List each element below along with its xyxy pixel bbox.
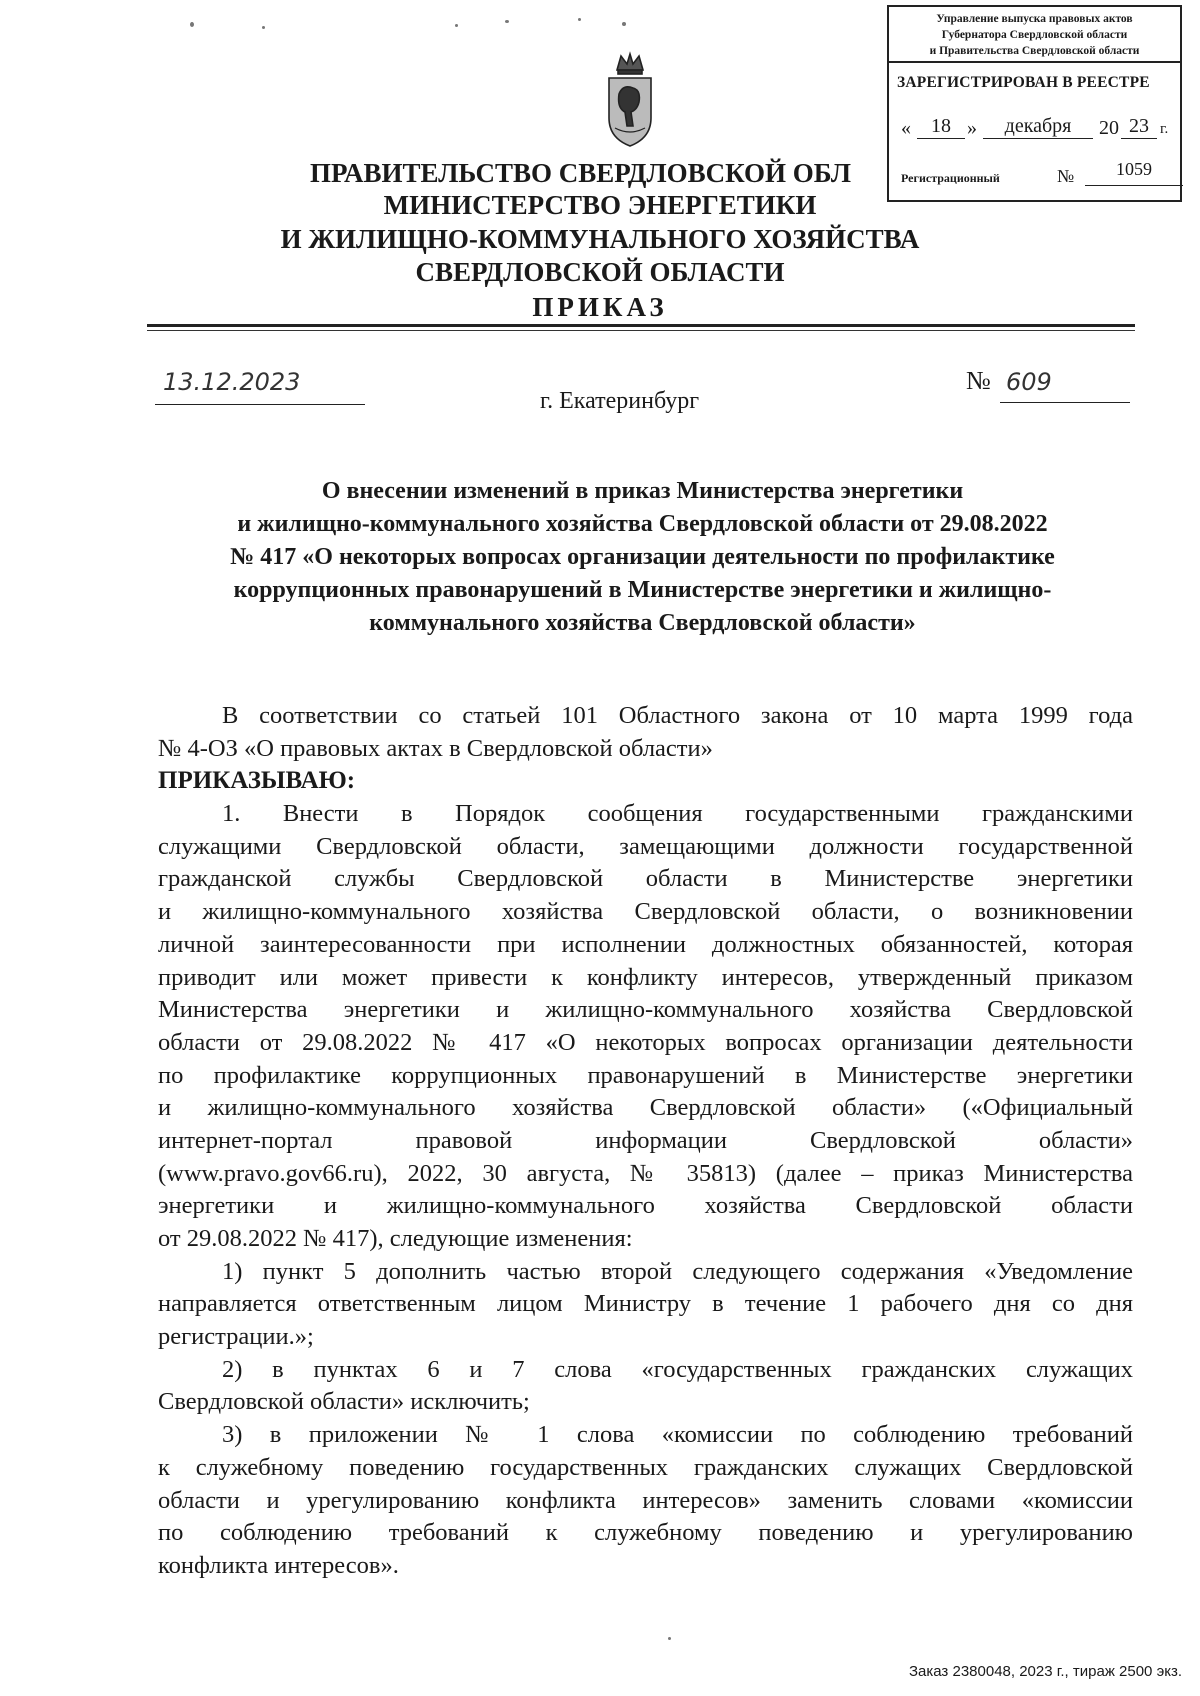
sub3-line: конфликта интересов». [158, 1551, 399, 1579]
order-number-sign: № [966, 366, 991, 395]
stamp-quote-close: » [967, 117, 977, 139]
stamp-header [889, 7, 1180, 63]
order-date-field [155, 368, 365, 405]
stamp-year-prefix: 20 [1099, 117, 1119, 139]
header-ministry: МИНИСТЕРСТВО ЭНЕРГЕТИКИ [383, 190, 817, 220]
stamp-year-unit: г. [1160, 121, 1169, 137]
item1-line: Министерства энергетики и жилищно-коммунального хозяйства Свердловской [158, 996, 1133, 1024]
stamp-header-line: Губернатора Свердловской области [941, 29, 1128, 41]
stamp-reg-label: Регистрационный [901, 171, 1000, 185]
stamp-number-value: 1059 [1085, 159, 1183, 186]
item1-line: (www.pravo.gov66.ru), 2022, 30 августа, № 35813) (далее – приказ Министерства [158, 1159, 1133, 1187]
stamp-year-suffix: 23 [1121, 115, 1157, 139]
item1-line: области от 29.08.2022 № 417 «О некоторых вопросах организации деятельности [158, 1028, 1133, 1056]
order-number-field [1000, 368, 1130, 403]
sub1-line: направляется ответственным лицом Министру в течение 1 рабочего дня со дня [158, 1290, 1133, 1318]
title-line: и жилищно-коммунального хозяйства Свердловской области от 29.08.2022 [237, 511, 1048, 537]
item1-line: личной заинтересованности при исполнении должностных обязанностей, которая [158, 930, 1133, 958]
sub3-line: по соблюдению требований к служебному поведению и урегулированию [158, 1519, 1133, 1547]
item1-line: служащими Свердловской области, замещающими должности государственной [158, 832, 1133, 860]
scan-speck [455, 24, 458, 27]
header-region: СВЕРДЛОВСКОЙ ОБЛАСТИ [415, 257, 785, 287]
item1-line: по профилактике коррупционных правонарушений в Министерстве энергетики [158, 1061, 1133, 1089]
scan-speck [668, 1637, 671, 1640]
order-word: ПРИКАЗЫВАЮ: [158, 767, 356, 795]
preamble-line: В соответствии со статьей 101 Областного закона от 10 марта 1999 года [222, 702, 1133, 729]
print-run-footer: Заказ 2380048, 2023 г., тираж 2500 экз. [908, 1663, 1182, 1680]
stamp-quote-open: « [901, 117, 911, 139]
item1-line: 1. Внести в Порядок сообщения государственными гражданскими [222, 800, 1133, 828]
stamp-registration-number [897, 159, 1177, 189]
item1-line: энергетики и жилищно-коммунального хозяйства Свердловской области [158, 1192, 1133, 1220]
scan-speck [578, 18, 581, 21]
title-line: № 417 «О некоторых вопросах организации деятельности по профилактике [230, 544, 1055, 570]
item1-line: и жилищно-коммунального хозяйства Свердловской области» («Официальный [158, 1094, 1133, 1122]
sub3-line: области и урегулированию конфликта интересов» заменить словами «комиссии [158, 1486, 1133, 1514]
order-date-handwritten: 13.12.2023 [163, 368, 301, 396]
stamp-number-sign: № [1057, 166, 1075, 186]
sub2-line: 2) в пунктах 6 и 7 слова «государственных гражданских служащих [222, 1355, 1133, 1383]
stamp-header-line: и Правительства Свердловской области [929, 45, 1140, 57]
title-line: коррупционных правонарушений в Министерстве энергетики и жилищно- [233, 577, 1052, 603]
sub1-line: регистрации.»; [158, 1323, 314, 1351]
title-line: О внесении изменений в приказ Министерства энергетики [321, 478, 964, 504]
scan-speck [622, 22, 626, 26]
item1-line: от 29.08.2022 № 417), следующие изменения: [158, 1225, 633, 1252]
document-title [150, 475, 1135, 640]
item1-line: и жилищно-коммунального хозяйства Свердловской области, о возникновении [158, 898, 1133, 926]
preamble-line: № 4-ОЗ «О правовых актах в Свердловской области» [158, 734, 713, 762]
document-body [158, 700, 1133, 1583]
scan-speck [262, 26, 265, 29]
stamp-registered-label: ЗАРЕГИСТРИРОВАН В РЕЕСТРЕ [897, 74, 1150, 91]
coat-of-arms-icon [603, 50, 657, 150]
scan-speck [190, 22, 194, 27]
sub3-line: к служебному поведению государственных гражданских служащих Свердловской [158, 1453, 1133, 1481]
order-number-handwritten: 609 [1006, 368, 1052, 396]
header-ministry-line2: И ЖИЛИЩНО-КОММУНАЛЬНОГО ХОЗЯЙСТВА [280, 224, 920, 254]
item1-line: интернет-портал правовой информации Свердловской области» [158, 1126, 1133, 1154]
sub3-line: 3) в приложении № 1 слова «комиссии по соблюдению требований [222, 1421, 1133, 1449]
document-type: ПРИКАЗ [532, 292, 668, 322]
scan-speck [505, 20, 509, 23]
sub1-line: 1) пункт 5 дополнить частью второй следующего содержания «Уведомление [222, 1257, 1133, 1285]
stamp-day: 18 [917, 115, 965, 139]
item1-line: приводит или может привести к конфликту интересов, утвержденный приказом [158, 963, 1133, 991]
item1-line: гражданской службы Свердловской области в Министерстве энергетики [158, 865, 1133, 893]
stamp-header-line: Управление выпуска правовых актов [936, 13, 1133, 25]
header-rule-thin [147, 330, 1135, 331]
registration-stamp [887, 5, 1182, 202]
title-line: коммунального хозяйства Свердловской области» [369, 610, 916, 636]
sub2-line: Свердловской области» исключить; [158, 1388, 530, 1416]
header-rule-thick [147, 324, 1135, 327]
city: г. Екатеринбург [540, 388, 700, 414]
stamp-month: декабря [983, 115, 1093, 139]
header-government: ПРАВИТЕЛЬСТВО СВЕРДЛОВСКОЙ ОБЛ [310, 158, 852, 188]
stamp-date [897, 115, 1177, 145]
